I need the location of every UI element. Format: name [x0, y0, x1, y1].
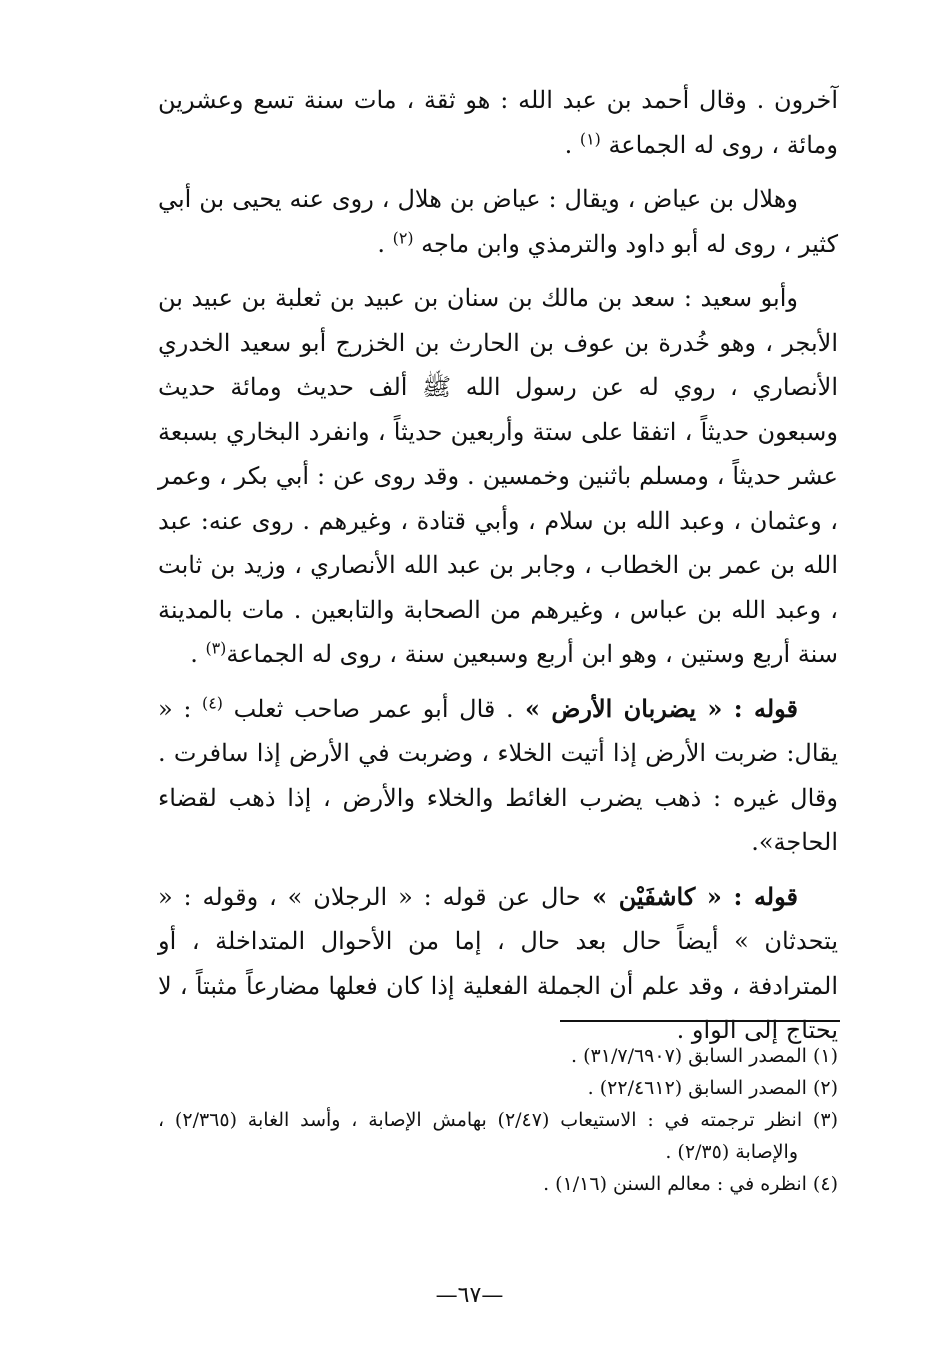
footnote-ref-2: (٢) — [392, 227, 414, 247]
quoted-phrase-1: قوله : « يضربان الأرض » — [513, 693, 799, 723]
footnotes — [158, 1040, 838, 1200]
main-text — [158, 78, 838, 1059]
paragraph-1: آخرون . وقال أحمد بن عبد الله : هو ثقة ، مات سنة تسع وعشرين ومائة ، روى له الجماعة $^{(١)}$ . — [158, 86, 838, 159]
footnote-1: (١) المصدر السابق (٣١/٧/٦٩٠٧) . — [571, 1045, 838, 1067]
footnote-3: (٣) انظر ترجمته في : الاستيعاب (٢/٤٧) بهامش الإصابة ، وأسد الغابة (٢/٣٦٥) ، والإصابة (٢/٣٥) . — [158, 1109, 838, 1163]
quoted-phrase-2: قوله : « كاشفَيْن » — [580, 881, 798, 911]
footnote-2: (٢) المصدر السابق (٢٢/٤٦١٢) . — [587, 1077, 838, 1099]
footnote-ref-1: (١) — [579, 128, 601, 148]
paragraph-2: وهلال بن عياض ، ويقال : عياض بن هلال ، روى عنه يحيى بن أبي كثير ، روى له أبو داود والترمذي وابن ماجه $^{(٢)}$ . — [158, 185, 838, 258]
footnote-4: (٤) انظره في : معالم السنن (١/١٦) . — [543, 1173, 838, 1195]
paragraph-3: وأبو سعيد : سعد بن مالك بن سنان بن عبيد بن ثعلبة بن عبيد بن الأبجر ، وهو خُدرة بن عوف بن الحارث بن الخزرج أبو سعيد الخدري الأنصاري ، روي له عن رسول الله ﷺ ألف حديث ومائة حديث وسبعون حديثاً ، اتفقا على ستة وأربعين حديثاً ، وانفرد البخاري بسبعة عشر حديثاً ، ومسلم باثنين وخمسين . وقد روى عن : أبي بكر ، وعمر ، وعثمان ، وعبد الله بن سلام ، وأبي قتادة ، وغيرهم . روى عنه: عبد الله بن عمر بن الخطاب ، وجابر بن عبد الله الأنصاري ، وزيد بن ثابت ، وعبد الله بن عباس ، وغيرهم من الصحابة والتابعين . مات بالمدينة سنة أربع وستين ، وهو ابن أربع وسبعين سنة ، روى له الجماعة$^{(٣)}$ . — [158, 284, 838, 668]
paragraph-5: قوله : « كاشفَيْن » حال عن قوله : « الرجلان » ، وقوله : « يتحدثان » أيضاً حال بعد حال ، إما من الأحوال المتداخلة ، أو المترادفة ، وقد علم أن الجملة الفعلية إذا كان فعلها مضارعاً مثبتاً ، لا يحتاج إلى الواو . — [158, 881, 838, 1044]
paragraph-4: قوله : « يضربان الأرض » . قال أبو عمر صاحب ثعلب $^{(٤)}$ : « يقال: ضربت الأرض إذا أتيت الخلاء ، وضربت في الأرض إذا سافرت . وقال غيره : ذهب يضرب الغائط والخلاء والأرض ، إذا ذهب لقضاء الحاجة». — [158, 692, 838, 856]
footnote-ref-4: (٤) — [202, 692, 223, 712]
footnote-ref-3: (٣) — [205, 638, 227, 658]
page-number: —٦٧— — [435, 1283, 504, 1308]
footnote-separator — [560, 1020, 840, 1022]
